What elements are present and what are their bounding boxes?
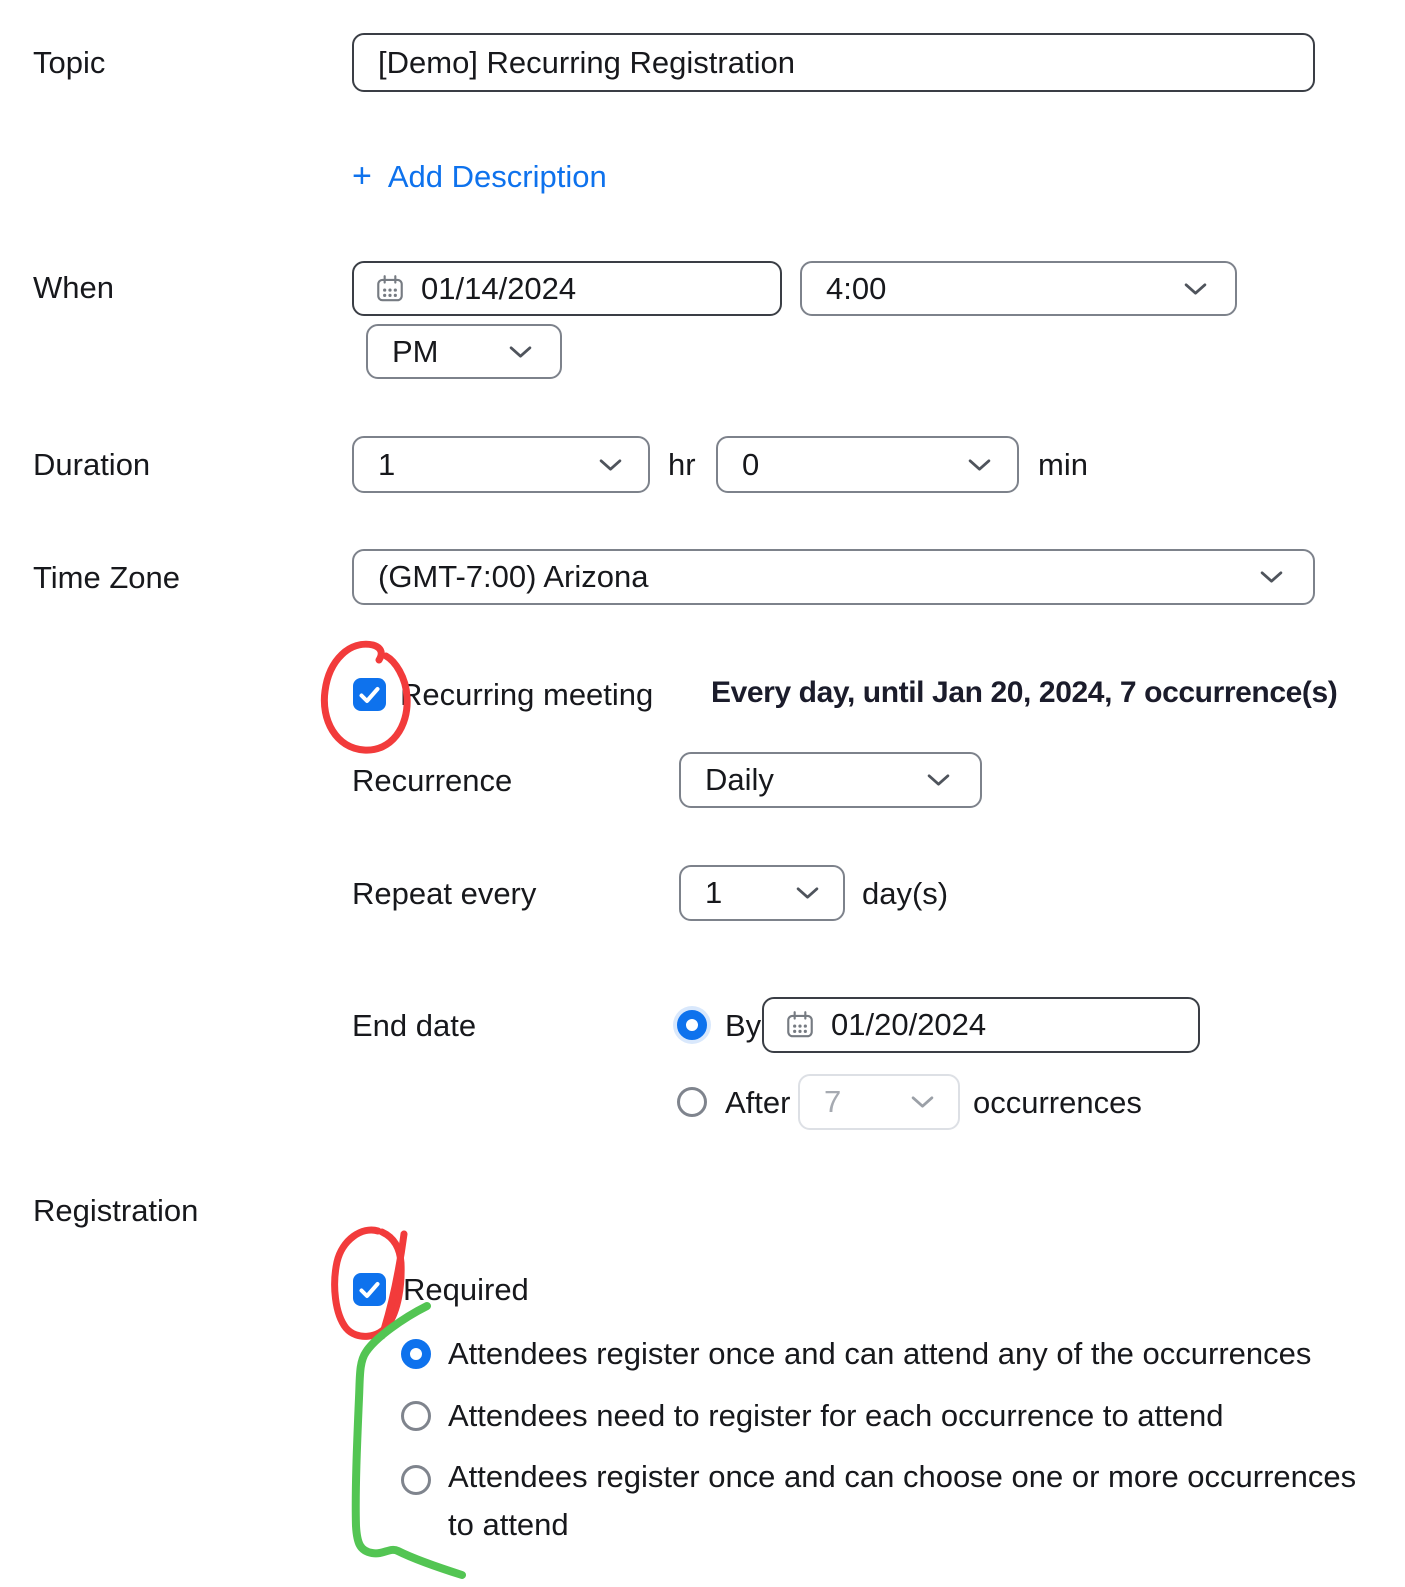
chevron-down-icon <box>796 886 819 900</box>
recurring-meeting-label: Recurring meeting <box>400 677 654 712</box>
registration-required-label: Required <box>403 1272 529 1307</box>
repeat-interval-value: 1 <box>705 875 723 910</box>
chevron-down-icon <box>927 773 950 787</box>
check-icon <box>353 1273 386 1306</box>
end-after-label: After <box>725 1085 791 1120</box>
registration-option-label: Attendees register once and can choose one or more occurrences to attend <box>448 1459 1357 1542</box>
registration-option-label: Attendees need to register for each occurrence to attend <box>448 1398 1224 1433</box>
meridiem-value: PM <box>392 333 439 369</box>
calendar-icon <box>374 273 406 305</box>
recurrence-summary: Every day, until Jan 20, 2024, 7 occurrence(s) <box>711 676 1338 709</box>
repeat-unit-label: day(s) <box>862 876 949 911</box>
end-by-radio[interactable] <box>677 1010 707 1040</box>
start-time-select[interactable] <box>800 261 1237 316</box>
end-date-label: End date <box>352 1008 477 1043</box>
check-icon <box>353 678 386 711</box>
repeat-interval-select[interactable] <box>679 865 845 921</box>
chevron-down-icon <box>599 458 622 472</box>
repeat-every-label: Repeat every <box>352 876 537 911</box>
end-by-date-value: 01/20/2024 <box>831 1007 987 1042</box>
registration-option-radio-each-occurrence[interactable] <box>401 1401 431 1431</box>
chevron-down-icon <box>1184 282 1207 296</box>
hours-unit-label: hr <box>668 447 696 482</box>
topic-input[interactable] <box>352 33 1315 92</box>
start-date-input[interactable] <box>352 261 782 316</box>
minutes-unit-label: min <box>1038 447 1088 482</box>
calendar-icon <box>784 1009 816 1041</box>
duration-minutes-select[interactable] <box>716 436 1019 493</box>
end-by-date-input[interactable] <box>762 997 1200 1053</box>
timezone-value: (GMT-7:00) Arizona <box>378 559 649 594</box>
timezone-label: Time Zone <box>33 560 181 595</box>
duration-minutes-value: 0 <box>742 446 760 482</box>
add-description-link[interactable] <box>352 159 607 193</box>
end-after-count-value: 7 <box>824 1084 842 1119</box>
recurrence-select[interactable] <box>679 752 982 808</box>
registration-required-checkbox[interactable] <box>353 1273 386 1306</box>
end-after-count-select[interactable] <box>798 1074 960 1130</box>
chevron-down-icon <box>968 458 991 472</box>
topic-input-value: [Demo] Recurring Registration <box>378 44 795 80</box>
add-description-label: Add Description <box>387 158 607 194</box>
topic-label: Topic <box>33 45 106 80</box>
chevron-down-icon <box>1260 570 1283 584</box>
registration-label: Registration <box>33 1193 199 1228</box>
end-after-unit-label: occurrences <box>973 1085 1142 1120</box>
meridiem-select[interactable] <box>366 324 562 379</box>
recurrence-label: Recurrence <box>352 763 513 798</box>
when-label: When <box>33 270 114 305</box>
chevron-down-icon <box>509 345 532 359</box>
registration-option-radio-any-occurrence[interactable] <box>401 1339 431 1369</box>
plus-icon: + <box>352 157 372 195</box>
recurrence-value: Daily <box>705 762 774 797</box>
chevron-down-icon <box>911 1095 934 1109</box>
registration-option-radio-choose-occurrences[interactable] <box>401 1465 431 1495</box>
end-after-radio[interactable] <box>677 1087 707 1117</box>
timezone-select[interactable] <box>352 549 1315 605</box>
duration-label: Duration <box>33 447 151 482</box>
duration-hours-value: 1 <box>378 446 396 482</box>
start-date-value: 01/14/2024 <box>421 270 577 306</box>
duration-hours-select[interactable] <box>352 436 650 493</box>
start-time-value: 4:00 <box>826 270 887 306</box>
end-by-label: By <box>725 1008 762 1043</box>
recurring-meeting-checkbox[interactable] <box>353 678 386 711</box>
registration-option-label: Attendees register once and can attend any of the occurrences <box>448 1336 1312 1371</box>
